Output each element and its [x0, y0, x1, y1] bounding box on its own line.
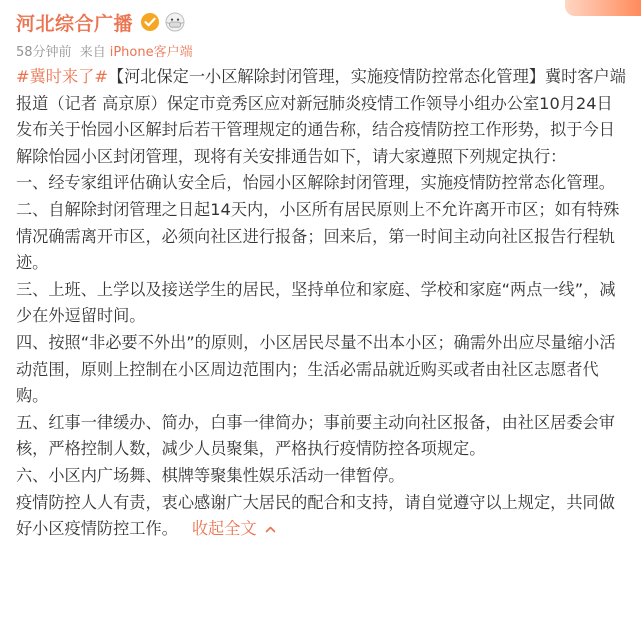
post-source[interactable]: iPhone客户端	[109, 45, 193, 60]
list-item: 五、红事一律缓办、简办，白事一律简办；事前要主动向社区报备，由社区居委会审核，严格控制人数，减少人员聚集，严格执行疫情防控各项规定。	[16, 412, 615, 459]
mask-emoji-icon	[165, 12, 185, 32]
closing-paragraph	[16, 490, 628, 543]
list-item: 六、小区内广场舞、棋牌等聚集性娱乐活动一律暂停。	[16, 465, 405, 485]
chevron-up-icon	[265, 524, 276, 535]
post-time[interactable]: 58分钟前	[16, 45, 72, 60]
collapse-button[interactable]	[192, 519, 276, 538]
author-name[interactable]: 河北综合广播	[16, 12, 134, 35]
closing-text: 疫情防控人人有责，衷心感谢广大居民的配合和支持，请自觉遵守以上规定，共同做好小区疫情防控工作。	[16, 492, 615, 539]
post-header	[16, 8, 185, 36]
post-meta	[16, 41, 193, 60]
list-item: 四、按照“非必要不外出”的原则，小区居民尽量不出本小区；确需外出应尽量缩小活动范围，原则上控制在小区周边范围内；生活必需品就近购买或者由社区志愿者代购。	[16, 332, 616, 406]
corner-badge	[565, 0, 641, 16]
list-item: 二、自解除封闭管理之日起14天内，小区所有居民原则上不允许离开市区；如有特殊情况确需离开市区，必须向社区进行报备；回来后，第一时间主动向社区报告行程轨迹。	[16, 199, 620, 273]
from-label: 来自	[79, 45, 106, 60]
post-content	[16, 64, 628, 543]
collapse-label: 收起全文	[191, 519, 257, 539]
verified-icon	[141, 13, 159, 31]
post-intro-paragraph	[16, 64, 628, 170]
hashtag-link[interactable]: #冀时来了#	[16, 67, 108, 86]
list-item: 三、上班、上学以及接送学生的居民，坚持单位和家庭、学校和家庭“两点一线”，减少在外逗留时间。	[16, 279, 616, 326]
list-item: 一、经专家组评估确认安全后，怡园小区解除封闭管理，实施疫情防控常态化管理。	[16, 173, 615, 193]
post-title: 【河北保定一小区解除封闭管理，实施疫情防控常态化管理】	[107, 67, 545, 86]
post-intro: 冀时客户端报道（记者 高京原）保定市竞秀区应对新冠肺炎疫情工作领导小组办公室10月24日发布关于怡园小区解封后若干管理规定的通告称，结合疫情防控工作形势，拟于今日解除怡园小区封闭管理，现将有关安排通告如下，请大家遵照下列规定执行：	[16, 67, 626, 166]
